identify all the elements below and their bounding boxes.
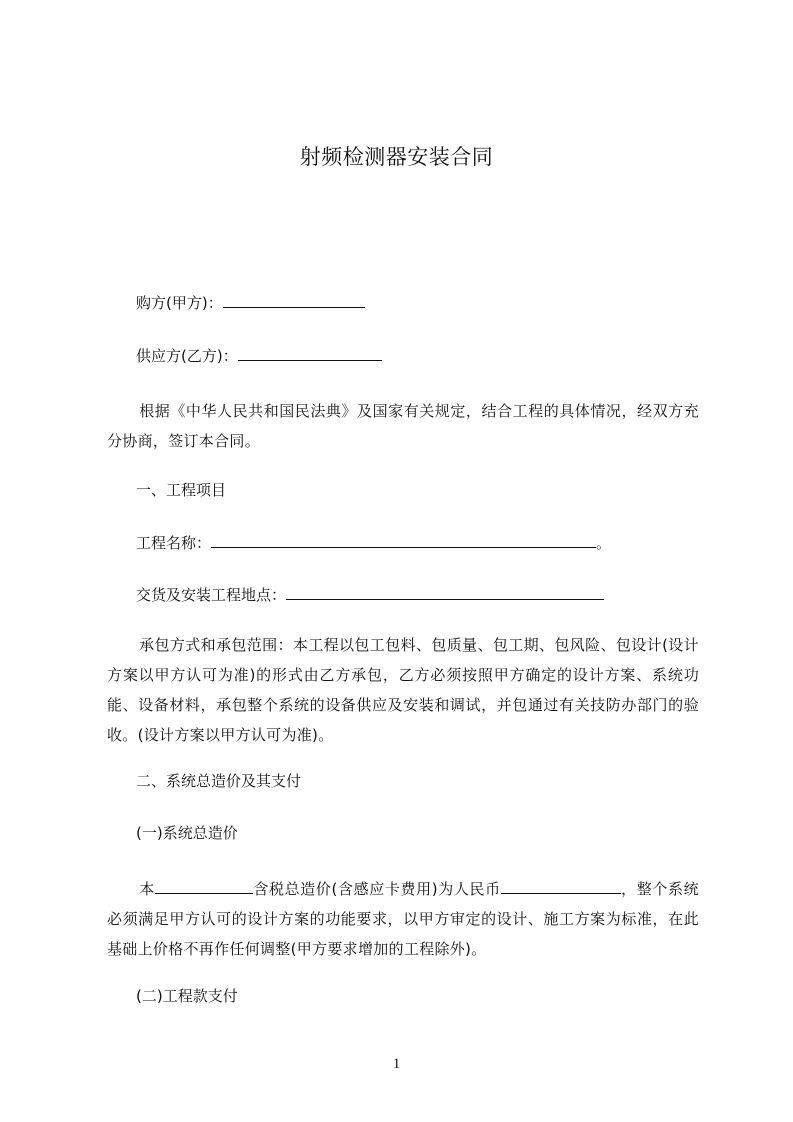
price-paragraph — [107, 874, 699, 964]
scope-paragraph — [107, 630, 699, 750]
page-number: 1 — [392, 1056, 401, 1072]
section2-heading: 二、系统总造价及其支付 — [136, 772, 302, 790]
price-prefix: 本 — [139, 880, 155, 898]
preamble-paragraph — [107, 396, 699, 456]
buyer-label: 购方(甲方)： — [136, 294, 223, 312]
price-amount-blank — [501, 878, 621, 894]
sub2-heading: (二)工程款支付 — [136, 987, 238, 1005]
section1-heading: 一、工程项目 — [136, 481, 227, 499]
project-name-label: 工程名称： — [136, 534, 212, 552]
supplier-label: 供应方(乙方)： — [136, 347, 238, 365]
buyer-line — [136, 292, 365, 313]
project-name-line — [136, 532, 611, 553]
price-item-blank — [155, 878, 253, 894]
sub1-heading: (一)系统总造价 — [136, 824, 238, 842]
location-blank — [286, 584, 604, 600]
supplier-blank — [238, 345, 382, 361]
price-suffix: ，整个系统必须满足甲方认可的设计方案的功能要求，以甲方审定的设计、施工方案为标准，在此基础上价格不再作任何调整(甲方要求增加的工程除外)。 — [107, 880, 699, 958]
scope-text: 承包方式和承包范围：本工程以包工包料、包质量、包工期、包风险、包设计(设计方案以甲方认可为准)的形式由乙方承包，乙方必须按照甲方确定的设计方案、系统功能、设备材料，承包整个系统的设备供应及安装和调试，并包通过有关技防办部门的验收。(设计方案以甲方认可为准)。 — [107, 636, 699, 744]
preamble-text: 根据《中华人民共和国民法典》及国家有关规定，结合工程的具体情况，经双方充分协商，签订本合同。 — [107, 402, 699, 450]
document-title: 射频检测器安装合同 — [299, 145, 494, 169]
project-name-suffix: 。 — [596, 534, 612, 552]
buyer-blank — [223, 292, 365, 308]
project-name-blank — [211, 532, 596, 548]
location-label: 交货及安装工程地点： — [136, 586, 287, 604]
price-middle: 含税总造价(含感应卡费用)为人民币 — [252, 880, 501, 898]
supplier-line — [136, 345, 382, 366]
location-line — [136, 584, 604, 605]
